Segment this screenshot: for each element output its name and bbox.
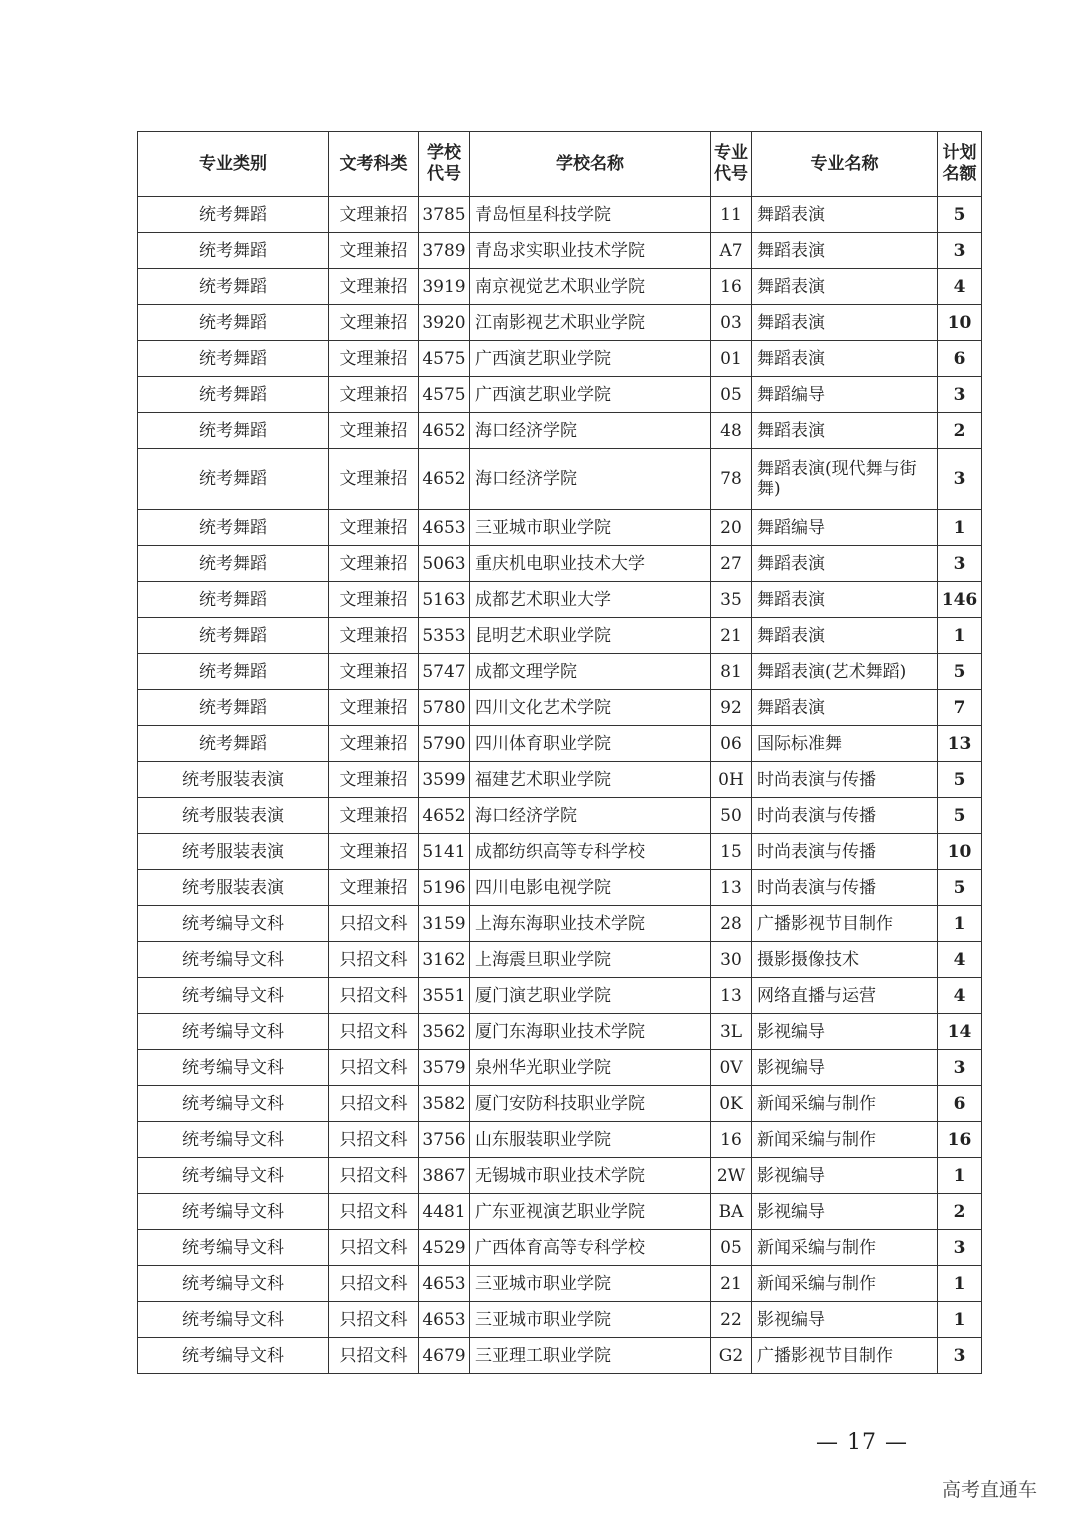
cell-school-code: 3789 bbox=[419, 233, 470, 269]
cell-subject: 文理兼招 bbox=[329, 413, 419, 449]
cell-major-name: 舞蹈表演 bbox=[752, 269, 938, 305]
cell-school-name: 泉州华光职业学院 bbox=[470, 1050, 711, 1086]
cell-category: 统考舞蹈 bbox=[138, 269, 329, 305]
cell-subject: 文理兼招 bbox=[329, 870, 419, 906]
cell-school-name: 山东服装职业学院 bbox=[470, 1122, 711, 1158]
cell-major-name: 影视编导 bbox=[752, 1050, 938, 1086]
cell-school-name: 厦门演艺职业学院 bbox=[470, 978, 711, 1014]
cell-school-name: 广西演艺职业学院 bbox=[470, 377, 711, 413]
cell-subject: 文理兼招 bbox=[329, 233, 419, 269]
cell-major-name: 广播影视节目制作 bbox=[752, 1338, 938, 1374]
table-row bbox=[138, 978, 982, 1014]
cell-school-code: 4529 bbox=[419, 1230, 470, 1266]
table-row bbox=[138, 654, 982, 690]
cell-quota: 16 bbox=[938, 1122, 982, 1158]
table-row bbox=[138, 906, 982, 942]
cell-subject: 只招文科 bbox=[329, 1050, 419, 1086]
cell-major-name: 舞蹈编导 bbox=[752, 377, 938, 413]
cell-school-name: 昆明艺术职业学院 bbox=[470, 618, 711, 654]
school-code-label-line2: 代号 bbox=[427, 164, 461, 184]
cell-quota: 14 bbox=[938, 1014, 982, 1050]
cell-school-code: 3867 bbox=[419, 1158, 470, 1194]
cell-subject: 文理兼招 bbox=[329, 305, 419, 341]
cell-school-code: 3919 bbox=[419, 269, 470, 305]
cell-category: 统考服装表演 bbox=[138, 834, 329, 870]
table-row bbox=[138, 546, 982, 582]
cell-major-code: 81 bbox=[711, 654, 752, 690]
cell-category: 统考舞蹈 bbox=[138, 233, 329, 269]
cell-quota: 13 bbox=[938, 726, 982, 762]
cell-category: 统考编导文科 bbox=[138, 1266, 329, 1302]
cell-category: 统考编导文科 bbox=[138, 906, 329, 942]
cell-school-name: 南京视觉艺术职业学院 bbox=[470, 269, 711, 305]
table-row bbox=[138, 1338, 982, 1374]
cell-school-name: 成都文理学院 bbox=[470, 654, 711, 690]
table-row bbox=[138, 582, 982, 618]
cell-school-name: 成都艺术职业大学 bbox=[470, 582, 711, 618]
cell-category: 统考编导文科 bbox=[138, 1050, 329, 1086]
cell-major-code: 2W bbox=[711, 1158, 752, 1194]
cell-school-code: 4481 bbox=[419, 1194, 470, 1230]
cell-major-code: 16 bbox=[711, 269, 752, 305]
cell-major-code: 50 bbox=[711, 798, 752, 834]
col-header-category: 专业类别 bbox=[138, 132, 329, 197]
cell-subject: 文理兼招 bbox=[329, 654, 419, 690]
cell-major-name: 舞蹈表演(现代舞与街舞) bbox=[752, 449, 938, 510]
cell-school-code: 5353 bbox=[419, 618, 470, 654]
cell-major-code: 20 bbox=[711, 510, 752, 546]
cell-major-code: 13 bbox=[711, 870, 752, 906]
cell-category: 统考舞蹈 bbox=[138, 197, 329, 233]
cell-school-code: 3582 bbox=[419, 1086, 470, 1122]
cell-category: 统考编导文科 bbox=[138, 978, 329, 1014]
cell-category: 统考编导文科 bbox=[138, 1338, 329, 1374]
cell-category: 统考编导文科 bbox=[138, 942, 329, 978]
cell-quota: 3 bbox=[938, 449, 982, 510]
cell-school-name: 无锡城市职业技术学院 bbox=[470, 1158, 711, 1194]
cell-major-code: 01 bbox=[711, 341, 752, 377]
cell-major-name: 新闻采编与制作 bbox=[752, 1266, 938, 1302]
cell-category: 统考舞蹈 bbox=[138, 654, 329, 690]
cell-school-name: 广东亚视演艺职业学院 bbox=[470, 1194, 711, 1230]
cell-school-name: 上海震旦职业学院 bbox=[470, 942, 711, 978]
table-row bbox=[138, 1230, 982, 1266]
table-row bbox=[138, 1014, 982, 1050]
table-row bbox=[138, 942, 982, 978]
cell-school-code: 4575 bbox=[419, 341, 470, 377]
cell-subject: 只招文科 bbox=[329, 1266, 419, 1302]
cell-quota: 10 bbox=[938, 305, 982, 341]
cell-category: 统考舞蹈 bbox=[138, 690, 329, 726]
cell-school-code: 3551 bbox=[419, 978, 470, 1014]
cell-major-code: 27 bbox=[711, 546, 752, 582]
cell-category: 统考舞蹈 bbox=[138, 726, 329, 762]
cell-school-code: 3599 bbox=[419, 762, 470, 798]
cell-school-name: 海口经济学院 bbox=[470, 449, 711, 510]
cell-major-code: 16 bbox=[711, 1122, 752, 1158]
cell-category: 统考舞蹈 bbox=[138, 618, 329, 654]
cell-category: 统考编导文科 bbox=[138, 1158, 329, 1194]
cell-major-name: 舞蹈表演 bbox=[752, 690, 938, 726]
cell-subject: 文理兼招 bbox=[329, 726, 419, 762]
cell-subject: 文理兼招 bbox=[329, 834, 419, 870]
cell-major-name: 新闻采编与制作 bbox=[752, 1086, 938, 1122]
school-code-label-line1: 学校 bbox=[427, 143, 461, 163]
table-row bbox=[138, 305, 982, 341]
cell-quota: 3 bbox=[938, 546, 982, 582]
cell-major-code: 48 bbox=[711, 413, 752, 449]
cell-subject: 只招文科 bbox=[329, 1086, 419, 1122]
cell-school-code: 5780 bbox=[419, 690, 470, 726]
cell-school-code: 3562 bbox=[419, 1014, 470, 1050]
watermark-text: 高考直通车 bbox=[942, 1479, 1038, 1501]
cell-major-name: 广播影视节目制作 bbox=[752, 906, 938, 942]
cell-subject: 文理兼招 bbox=[329, 546, 419, 582]
table-row bbox=[138, 1266, 982, 1302]
col-header-school-name: 学校名称 bbox=[470, 132, 711, 197]
cell-major-code: 05 bbox=[711, 377, 752, 413]
cell-major-code: 0V bbox=[711, 1050, 752, 1086]
cell-school-name: 成都纺织高等专科学校 bbox=[470, 834, 711, 870]
page-number: — 17 — bbox=[816, 1430, 908, 1455]
cell-subject: 只招文科 bbox=[329, 1014, 419, 1050]
table-row bbox=[138, 870, 982, 906]
cell-major-name: 国际标准舞 bbox=[752, 726, 938, 762]
cell-school-code: 3785 bbox=[419, 197, 470, 233]
cell-major-name: 时尚表演与传播 bbox=[752, 870, 938, 906]
cell-school-name: 四川文化艺术学院 bbox=[470, 690, 711, 726]
cell-major-name: 网络直播与运营 bbox=[752, 978, 938, 1014]
cell-subject: 文理兼招 bbox=[329, 798, 419, 834]
cell-major-name: 舞蹈表演 bbox=[752, 546, 938, 582]
cell-school-name: 上海东海职业技术学院 bbox=[470, 906, 711, 942]
table-row bbox=[138, 233, 982, 269]
cell-school-name: 三亚城市职业学院 bbox=[470, 1302, 711, 1338]
cell-quota: 4 bbox=[938, 978, 982, 1014]
cell-subject: 只招文科 bbox=[329, 1158, 419, 1194]
cell-major-code: 22 bbox=[711, 1302, 752, 1338]
cell-category: 统考编导文科 bbox=[138, 1122, 329, 1158]
cell-subject: 文理兼招 bbox=[329, 449, 419, 510]
cell-major-name: 影视编导 bbox=[752, 1194, 938, 1230]
table-row bbox=[138, 762, 982, 798]
cell-school-name: 青岛恒星科技学院 bbox=[470, 197, 711, 233]
cell-category: 统考编导文科 bbox=[138, 1014, 329, 1050]
cell-subject: 只招文科 bbox=[329, 1338, 419, 1374]
table-row bbox=[138, 1302, 982, 1338]
cell-subject: 文理兼招 bbox=[329, 197, 419, 233]
cell-school-name: 广西演艺职业学院 bbox=[470, 341, 711, 377]
cell-category: 统考舞蹈 bbox=[138, 510, 329, 546]
cell-category: 统考舞蹈 bbox=[138, 377, 329, 413]
cell-major-code: 11 bbox=[711, 197, 752, 233]
cell-school-name: 福建艺术职业学院 bbox=[470, 762, 711, 798]
cell-major-code: 78 bbox=[711, 449, 752, 510]
cell-major-name: 新闻采编与制作 bbox=[752, 1122, 938, 1158]
cell-subject: 只招文科 bbox=[329, 1194, 419, 1230]
cell-quota: 3 bbox=[938, 377, 982, 413]
cell-major-name: 影视编导 bbox=[752, 1014, 938, 1050]
cell-subject: 文理兼招 bbox=[329, 269, 419, 305]
cell-major-name: 摄影摄像技术 bbox=[752, 942, 938, 978]
cell-major-code: 15 bbox=[711, 834, 752, 870]
cell-quota: 3 bbox=[938, 1230, 982, 1266]
cell-major-name: 舞蹈编导 bbox=[752, 510, 938, 546]
cell-school-name: 重庆机电职业技术大学 bbox=[470, 546, 711, 582]
cell-quota: 5 bbox=[938, 762, 982, 798]
cell-quota: 2 bbox=[938, 1194, 982, 1230]
table-row bbox=[138, 269, 982, 305]
cell-category: 统考舞蹈 bbox=[138, 546, 329, 582]
col-header-major-code bbox=[711, 132, 752, 197]
cell-quota: 1 bbox=[938, 1302, 982, 1338]
cell-major-code: G2 bbox=[711, 1338, 752, 1374]
cell-quota: 6 bbox=[938, 341, 982, 377]
cell-major-code: A7 bbox=[711, 233, 752, 269]
cell-subject: 文理兼招 bbox=[329, 341, 419, 377]
cell-major-code: 06 bbox=[711, 726, 752, 762]
cell-subject: 文理兼招 bbox=[329, 762, 419, 798]
cell-quota: 5 bbox=[938, 798, 982, 834]
table-row bbox=[138, 1194, 982, 1230]
cell-quota: 146 bbox=[938, 582, 982, 618]
table-row bbox=[138, 690, 982, 726]
cell-school-code: 3756 bbox=[419, 1122, 470, 1158]
cell-quota: 4 bbox=[938, 269, 982, 305]
cell-school-name: 厦门东海职业技术学院 bbox=[470, 1014, 711, 1050]
cell-major-name: 舞蹈表演 bbox=[752, 341, 938, 377]
cell-subject: 只招文科 bbox=[329, 942, 419, 978]
cell-quota: 5 bbox=[938, 197, 982, 233]
cell-school-name: 广西体育高等专科学校 bbox=[470, 1230, 711, 1266]
cell-school-code: 5141 bbox=[419, 834, 470, 870]
cell-category: 统考编导文科 bbox=[138, 1086, 329, 1122]
cell-category: 统考舞蹈 bbox=[138, 341, 329, 377]
cell-school-code: 4652 bbox=[419, 798, 470, 834]
table-row bbox=[138, 341, 982, 377]
cell-subject: 文理兼招 bbox=[329, 690, 419, 726]
cell-category: 统考编导文科 bbox=[138, 1194, 329, 1230]
major-code-label-line2: 代号 bbox=[714, 164, 748, 184]
cell-major-code: 92 bbox=[711, 690, 752, 726]
cell-subject: 文理兼招 bbox=[329, 582, 419, 618]
cell-school-code: 5790 bbox=[419, 726, 470, 762]
cell-school-code: 3162 bbox=[419, 942, 470, 978]
cell-major-name: 舞蹈表演 bbox=[752, 233, 938, 269]
cell-quota: 3 bbox=[938, 1338, 982, 1374]
cell-major-code: 03 bbox=[711, 305, 752, 341]
cell-subject: 只招文科 bbox=[329, 1230, 419, 1266]
cell-quota: 1 bbox=[938, 906, 982, 942]
cell-category: 统考服装表演 bbox=[138, 798, 329, 834]
cell-school-code: 3159 bbox=[419, 906, 470, 942]
cell-school-code: 3920 bbox=[419, 305, 470, 341]
cell-major-code: 0H bbox=[711, 762, 752, 798]
cell-major-name: 舞蹈表演 bbox=[752, 413, 938, 449]
cell-quota: 1 bbox=[938, 1266, 982, 1302]
table-body bbox=[138, 197, 982, 1374]
cell-school-code: 4653 bbox=[419, 1266, 470, 1302]
table-row bbox=[138, 377, 982, 413]
cell-quota: 5 bbox=[938, 870, 982, 906]
cell-school-code: 4652 bbox=[419, 413, 470, 449]
cell-major-name: 舞蹈表演 bbox=[752, 197, 938, 233]
cell-subject: 文理兼招 bbox=[329, 377, 419, 413]
col-header-school-code bbox=[419, 132, 470, 197]
cell-category: 统考舞蹈 bbox=[138, 449, 329, 510]
cell-major-code: 13 bbox=[711, 978, 752, 1014]
cell-major-code: 3L bbox=[711, 1014, 752, 1050]
cell-school-name: 海口经济学院 bbox=[470, 413, 711, 449]
table-row bbox=[138, 197, 982, 233]
cell-quota: 7 bbox=[938, 690, 982, 726]
cell-quota: 1 bbox=[938, 1158, 982, 1194]
cell-quota: 4 bbox=[938, 942, 982, 978]
cell-school-name: 厦门安防科技职业学院 bbox=[470, 1086, 711, 1122]
cell-subject: 文理兼招 bbox=[329, 510, 419, 546]
table-row bbox=[138, 1050, 982, 1086]
cell-school-name: 四川电影电视学院 bbox=[470, 870, 711, 906]
cell-major-code: 0K bbox=[711, 1086, 752, 1122]
cell-quota: 10 bbox=[938, 834, 982, 870]
cell-school-code: 5747 bbox=[419, 654, 470, 690]
cell-quota: 5 bbox=[938, 654, 982, 690]
cell-quota: 3 bbox=[938, 1050, 982, 1086]
table-row bbox=[138, 413, 982, 449]
cell-category: 统考服装表演 bbox=[138, 870, 329, 906]
cell-school-code: 4652 bbox=[419, 449, 470, 510]
cell-major-name: 舞蹈表演(艺术舞蹈) bbox=[752, 654, 938, 690]
cell-subject: 只招文科 bbox=[329, 978, 419, 1014]
cell-major-code: 21 bbox=[711, 618, 752, 654]
cell-school-code: 3579 bbox=[419, 1050, 470, 1086]
cell-school-code: 4653 bbox=[419, 1302, 470, 1338]
cell-quota: 1 bbox=[938, 510, 982, 546]
cell-major-name: 舞蹈表演 bbox=[752, 305, 938, 341]
cell-school-name: 海口经济学院 bbox=[470, 798, 711, 834]
cell-school-name: 三亚理工职业学院 bbox=[470, 1338, 711, 1374]
col-header-quota bbox=[938, 132, 982, 197]
cell-quota: 1 bbox=[938, 618, 982, 654]
cell-major-code: 35 bbox=[711, 582, 752, 618]
cell-quota: 2 bbox=[938, 413, 982, 449]
cell-school-name: 青岛求实职业技术学院 bbox=[470, 233, 711, 269]
table-row bbox=[138, 1122, 982, 1158]
cell-quota: 3 bbox=[938, 233, 982, 269]
table-header-row bbox=[138, 132, 982, 197]
cell-school-code: 5163 bbox=[419, 582, 470, 618]
cell-school-code: 5063 bbox=[419, 546, 470, 582]
table-row bbox=[138, 1158, 982, 1194]
cell-category: 统考舞蹈 bbox=[138, 305, 329, 341]
cell-quota: 6 bbox=[938, 1086, 982, 1122]
cell-subject: 文理兼招 bbox=[329, 618, 419, 654]
table-row bbox=[138, 726, 982, 762]
major-code-label-line1: 专业 bbox=[714, 143, 748, 163]
cell-major-name: 新闻采编与制作 bbox=[752, 1230, 938, 1266]
enrollment-table bbox=[137, 131, 982, 1374]
cell-school-name: 三亚城市职业学院 bbox=[470, 510, 711, 546]
table-row bbox=[138, 1086, 982, 1122]
col-header-major-name: 专业名称 bbox=[752, 132, 938, 197]
cell-school-code: 4679 bbox=[419, 1338, 470, 1374]
quota-label-line2: 名额 bbox=[942, 164, 977, 184]
col-header-subject: 文考科类 bbox=[329, 132, 419, 197]
cell-school-name: 江南影视艺术职业学院 bbox=[470, 305, 711, 341]
cell-major-code: 28 bbox=[711, 906, 752, 942]
cell-major-code: BA bbox=[711, 1194, 752, 1230]
cell-subject: 只招文科 bbox=[329, 1122, 419, 1158]
table-row bbox=[138, 618, 982, 654]
table-row bbox=[138, 834, 982, 870]
table-row bbox=[138, 798, 982, 834]
cell-category: 统考舞蹈 bbox=[138, 413, 329, 449]
cell-major-name: 时尚表演与传播 bbox=[752, 798, 938, 834]
cell-subject: 只招文科 bbox=[329, 906, 419, 942]
cell-category: 统考编导文科 bbox=[138, 1302, 329, 1338]
cell-subject: 只招文科 bbox=[329, 1302, 419, 1338]
cell-school-name: 四川体育职业学院 bbox=[470, 726, 711, 762]
cell-major-name: 影视编导 bbox=[752, 1302, 938, 1338]
cell-major-name: 舞蹈表演 bbox=[752, 618, 938, 654]
cell-major-code: 30 bbox=[711, 942, 752, 978]
cell-major-code: 21 bbox=[711, 1266, 752, 1302]
cell-major-name: 影视编导 bbox=[752, 1158, 938, 1194]
cell-category: 统考服装表演 bbox=[138, 762, 329, 798]
cell-category: 统考舞蹈 bbox=[138, 582, 329, 618]
cell-school-code: 4575 bbox=[419, 377, 470, 413]
table-row bbox=[138, 510, 982, 546]
cell-school-code: 4653 bbox=[419, 510, 470, 546]
cell-school-code: 5196 bbox=[419, 870, 470, 906]
cell-major-name: 时尚表演与传播 bbox=[752, 762, 938, 798]
cell-school-name: 三亚城市职业学院 bbox=[470, 1266, 711, 1302]
cell-category: 统考编导文科 bbox=[138, 1230, 329, 1266]
cell-major-name: 时尚表演与传播 bbox=[752, 834, 938, 870]
quota-label-line1: 计划 bbox=[942, 143, 977, 163]
cell-major-name: 舞蹈表演 bbox=[752, 582, 938, 618]
table-row bbox=[138, 449, 982, 510]
cell-major-code: 05 bbox=[711, 1230, 752, 1266]
